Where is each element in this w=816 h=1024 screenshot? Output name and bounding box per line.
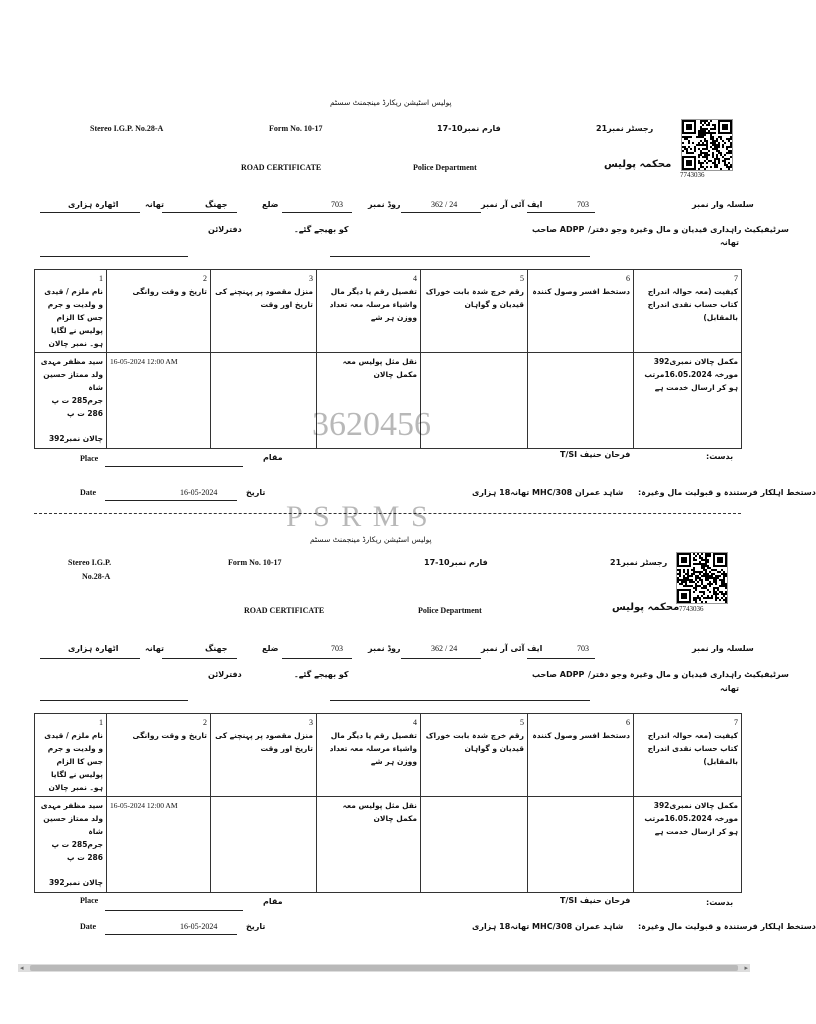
header-cell-details: 4 تفصیل رقم یا دیگر مال واشیاء مرسلہ معہ تعداد ووزن ہر شے xyxy=(317,270,421,353)
badast-label: بدست: xyxy=(706,452,734,461)
badast-value: فرحان حنیف T/SI xyxy=(560,450,631,459)
scroll-right-arrow-icon[interactable]: ▸ xyxy=(744,964,748,972)
table-row xyxy=(35,797,742,893)
police-department-label: Police Department xyxy=(413,163,477,172)
watermark-psrms: P S R M S xyxy=(286,500,430,533)
district-value: جھنگ xyxy=(205,644,228,653)
header-cell-signature: 6 دستخط افسر وصول کنندہ xyxy=(528,714,634,797)
road-certificate-title: ROAD CERTIFICATE xyxy=(244,606,325,615)
rod-value: 703 xyxy=(331,200,343,209)
header-cell-departure: 2 تاریخ و وقت روانگی xyxy=(107,270,211,353)
daftar-line: دفترلائن xyxy=(208,670,242,679)
signature-label: دستخط اہلکار فرستندہ و قبولیت مال وغیرہ: xyxy=(638,488,816,497)
scrollbar-thumb[interactable] xyxy=(30,965,738,971)
road-certificate-title: ROAD CERTIFICATE xyxy=(241,163,322,172)
fir-value: 362 / 24 xyxy=(431,644,458,653)
header-cell-expense: 5 رقم خرچ شدہ بابت خوراک قیدیان و گواہان xyxy=(421,270,528,353)
header-cell-remarks: 7 کیفیت (معہ حوالہ اندراج کتاب حساب نقدی اندراج بالمقابل) xyxy=(634,714,742,797)
daftar-line: دفترلائن xyxy=(208,225,242,234)
fir-label: ایف آئی آر نمبر xyxy=(481,200,543,209)
stereo-number-line2: No.28-A xyxy=(82,572,111,581)
header-cell-departure: 2 تاریخ و وقت روانگی xyxy=(107,714,211,797)
form-number: Form No. 10-17 xyxy=(228,558,282,567)
rod-label: روڈ نمبر xyxy=(368,200,401,209)
adpp-label: ADPP صاحب xyxy=(532,225,585,234)
date-label: Date xyxy=(80,922,96,931)
signature-label: دستخط اہلکار فرستندہ و قبولیت مال وغیرہ: xyxy=(638,922,816,931)
accused-cell: سید مظفر مہدی ولد ممتاز حسین شاہ جرم285 ت پ 286 ت پ چالان نمبر392 xyxy=(35,353,107,449)
arrival-cell xyxy=(211,797,317,893)
certificate-line: سرٹیفیکیٹ راہداری قیدیان و مال وغیرہ وجو دفتر/ xyxy=(588,225,789,234)
date-value: 16-05-2024 xyxy=(180,922,218,931)
header-cell-accused: 1 نام ملزم / قیدی و ولدیت و جرم جس کا الزام پولیس نے لگایا ہو۔ نمبر چالان xyxy=(35,714,107,797)
badast-label: بدست: xyxy=(706,898,734,907)
serial-label: سلسلہ وار نمبر xyxy=(692,644,754,653)
rod-label: روڈ نمبر xyxy=(368,644,401,653)
details-cell: نقل مثل پولیس معہ مکمل چالان xyxy=(317,353,421,449)
header-cell-remarks: 7 کیفیت (معہ حوالہ اندراج کتاب حساب نقدی اندراج بالمقابل) xyxy=(634,270,742,353)
date-urdu: تاریخ xyxy=(246,488,266,497)
place-urdu: مقام xyxy=(263,897,283,906)
qr-code xyxy=(676,552,728,604)
serial-value: 703 xyxy=(577,644,589,653)
register-number: رجسٹر نمبر21 xyxy=(610,558,668,567)
mohakma-police: محکمہ پولیس xyxy=(604,159,672,170)
scroll-left-arrow-icon[interactable]: ◂ xyxy=(20,964,24,972)
arrival-cell xyxy=(211,353,317,449)
qr-code-number: 7743036 xyxy=(679,605,704,613)
adpp-label: ADPP صاحب xyxy=(532,670,585,679)
badast-value: فرحان حنیف T/SI xyxy=(560,896,631,905)
departure-cell: 16-05-2024 12:00 AM xyxy=(107,797,211,893)
register-number: رجسٹر نمبر21 xyxy=(596,124,654,133)
header-cell-signature: 6 دستخط افسر وصول کنندہ xyxy=(528,270,634,353)
system-title: پولیس اسٹیشن ریکارڈ مینجمنٹ سسٹم xyxy=(330,98,452,107)
district-value: جھنگ xyxy=(205,200,228,209)
bhejay-label: کو بھیجے گئے۔ xyxy=(294,225,349,234)
header-cell-arrival: 3 منزل مقصود پر پہنچنے کی تاریخ اور وقت xyxy=(211,714,317,797)
thana-word: تھانہ xyxy=(720,238,739,247)
place-label: Place xyxy=(80,896,99,905)
qr-code-number: 7743036 xyxy=(680,171,705,179)
thana-label: تھانہ xyxy=(145,200,164,209)
header-cell-accused: 1 نام ملزم / قیدی و ولدیت و جرم جس کا الزام پولیس نے لگایا ہو۔ نمبر چالان xyxy=(35,270,107,353)
header-cell-details: 4 تفصیل رقم یا دیگر مال واشیاء مرسلہ معہ تعداد ووزن ہر شے xyxy=(317,714,421,797)
thana-label: تھانہ xyxy=(145,644,164,653)
police-department-label: Police Department xyxy=(418,606,482,615)
expense-cell xyxy=(421,797,528,893)
rod-value: 703 xyxy=(331,644,343,653)
horizontal-scrollbar[interactable] xyxy=(18,964,750,972)
fir-label: ایف آئی آر نمبر xyxy=(481,644,543,653)
header-cell-arrival: 3 منزل مقصود پر پہنچنے کی تاریخ اور وقت xyxy=(211,270,317,353)
header-cell-expense: 5 رقم خرچ شدہ بابت خوراک قیدیان و گواہان xyxy=(421,714,528,797)
watermark-number: 3620456 xyxy=(312,406,431,443)
stereo-number-line1: Stereo I.G.P. xyxy=(68,558,112,567)
certificate-line: سرٹیفیکیٹ راہداری قیدیان و مال وغیرہ وجو دفتر/ xyxy=(588,670,789,679)
place-urdu: مقام xyxy=(263,453,283,462)
serial-value: 703 xyxy=(577,200,589,209)
date-label: Date xyxy=(80,488,96,497)
date-urdu: تاریخ xyxy=(246,922,266,931)
signature-value: شاہد عمران MHC/308 تھانہ18 ہزاری xyxy=(472,922,624,931)
date-value: 16-05-2024 xyxy=(180,488,218,497)
stereo-number: Stereo I.G.P. No.28-A xyxy=(90,124,164,133)
expense-cell xyxy=(421,353,528,449)
bhejay-label: کو بھیجے گئے۔ xyxy=(294,670,349,679)
thana-value: اٹھارہ ہزاری xyxy=(68,644,119,653)
district-label: ضلع xyxy=(262,200,279,209)
remarks-cell: مکمل چالان نمبری392 مورخہ 16.05.2024مرتب ہو کر ارسال خدمت ہے xyxy=(634,353,742,449)
departure-cell: 16-05-2024 12:00 AM xyxy=(107,353,211,449)
details-cell: نقل مثل پولیس معہ مکمل چالان xyxy=(317,797,421,893)
signature-cell xyxy=(528,353,634,449)
form-number-urdu: فارم نمبر10-17 xyxy=(437,124,501,133)
thana-value: اٹھارہ ہزاری xyxy=(68,200,119,209)
accused-cell: سید مظفر مہدی ولد ممتاز حسین شاہ جرم285 ت پ 286 ت پ چالان نمبر392 xyxy=(35,797,107,893)
fir-value: 362 / 24 xyxy=(431,200,458,209)
certificate-table xyxy=(34,713,742,893)
serial-label: سلسلہ وار نمبر xyxy=(692,200,754,209)
district-label: ضلع xyxy=(262,644,279,653)
remarks-cell: مکمل چالان نمبری392 مورخہ 16.05.2024مرتب ہو کر ارسال خدمت ہے xyxy=(634,797,742,893)
place-label: Place xyxy=(80,454,99,463)
signature-cell xyxy=(528,797,634,893)
system-title: پولیس اسٹیشن ریکارڈ مینجمنٹ سسٹم xyxy=(310,535,432,544)
form-number: Form No. 10-17 xyxy=(269,124,323,133)
qr-code xyxy=(681,119,733,171)
form-number-urdu: فارم نمبر10-17 xyxy=(424,558,488,567)
thana-word: تھانہ xyxy=(720,684,739,693)
mohakma-police: محکمہ پولیس xyxy=(612,602,680,613)
signature-value: شاہد عمران MHC/308 تھانہ18 ہزاری xyxy=(472,488,624,497)
